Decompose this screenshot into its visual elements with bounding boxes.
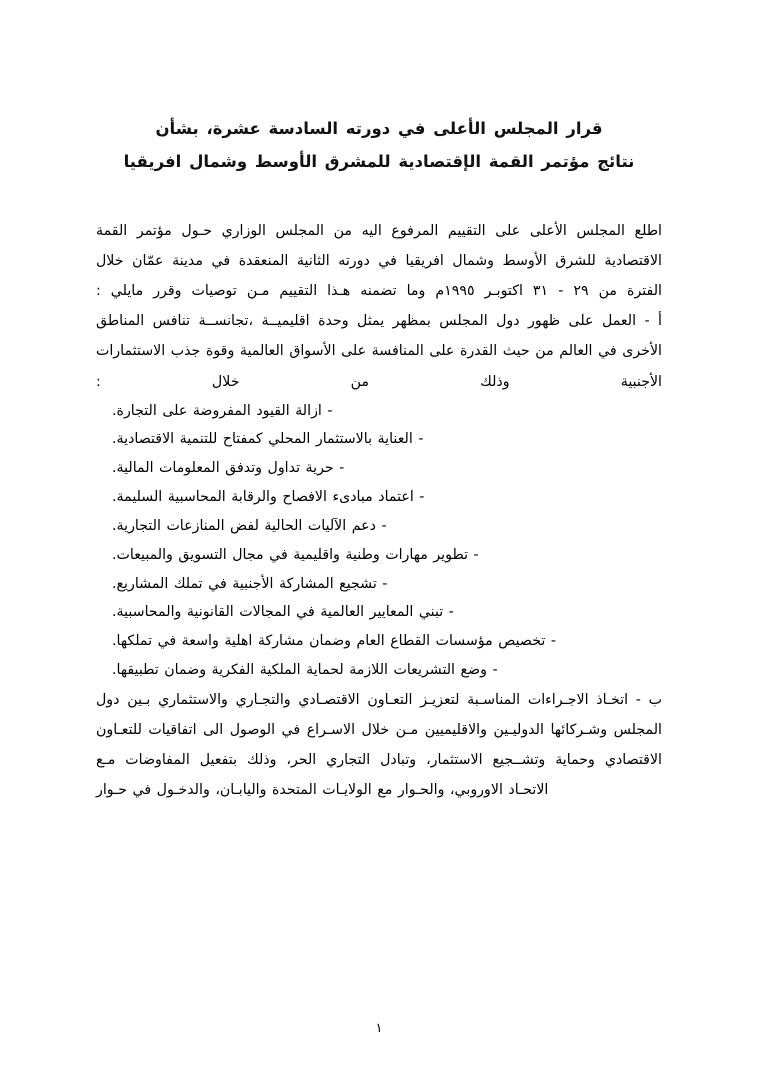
clause-b: ب - اتخـاذ الاجـراءات المناسـبة لتعزيـز التعـاون الاقتصـادي والتجـاري والاستثماري بـين دول المجلس وشـركائها الدوليـين والاقليميين مـن خلال الاسـراع في الوصول الى اتفاقيات للتعـاون الاقتصادي وحماية وتشــجيع الاستثمار، وتبادل التجاري الحر، وذلك بتفعيل المفاوضات مـع الاتحـاد الاوروبي، والحـوار مع الولايـات المتحدة واليابـان، والدخـول في حـوار bbox=[96, 691, 662, 799]
list-item: - دعم الآليات الحالية لفض المنازعات التجارية. bbox=[112, 517, 387, 534]
list-item: - تطوير مهارات وطنية واقليمية في مجال التسويق والمبيعات. bbox=[112, 546, 479, 563]
list-item: - تخصيص مؤسسات القطاع العام وضمان مشاركة اهلية واسعة في تملكها. bbox=[112, 633, 556, 650]
title-line-1: قرار المجلس الأعلى في دورته السادسة عشرة، بشأن bbox=[155, 119, 603, 138]
clause-a-items bbox=[96, 397, 662, 685]
page-number: ١ bbox=[375, 1021, 383, 1036]
list-item: - ازالة القيود المفروضة على التجارة. bbox=[112, 402, 333, 419]
clause-a: أ - العمل على ظهور دول المجلس بمظهر يمثل وحدة اقليميــة ،تجانســة تنافس المناطق الأخرى في العالم من حيث القدرة على المنافسة على الأسواق العالمية وقوة جذب الاستثمارات الأجنبية وذلك من خلال : bbox=[96, 313, 662, 390]
list-item: - وضع التشريعات اللازمة لحماية الملكية الفكرية وضمان تطبيقها. bbox=[112, 662, 498, 679]
document-body bbox=[96, 112, 662, 805]
list-item: - تبني المعايير العالمية في المجالات القانونية والمحاسبية. bbox=[112, 604, 454, 621]
list-item: - اعتماد مبادىء الافصاح والرقابة المحاسبية السليمة. bbox=[112, 489, 425, 506]
document-title bbox=[96, 112, 662, 178]
list-item: - حرية تداول وتدفق المعلومات المالية. bbox=[112, 460, 345, 477]
list-item: - العناية بالاستثمار المحلي كمفتاح للتنمية الاقتصادية. bbox=[112, 431, 424, 448]
title-line-2: نتائج مؤتمر القمة الإقتصادية للمشرق الأوسط وشمال افريقيا bbox=[123, 152, 635, 171]
list-item: - تشجيع المشاركة الأجنبية في تملك المشاريع. bbox=[112, 575, 388, 592]
intro-paragraph: اطلع المجلس الأعلى على التقييم المرفوع اليه من المجلس الوزاري حـول مؤتمر القمة الاقتصادية للشرق الأوسط وشمال افريقيا في دورته الثانية المنعقدة في مدينة عمّان خلال الفترة من ٢٩ - ٣١ اكتوبـر ١٩٩٥م وما تضمنه هـذا التقييم مـن توصيات وقرر مايلي : bbox=[96, 223, 662, 300]
